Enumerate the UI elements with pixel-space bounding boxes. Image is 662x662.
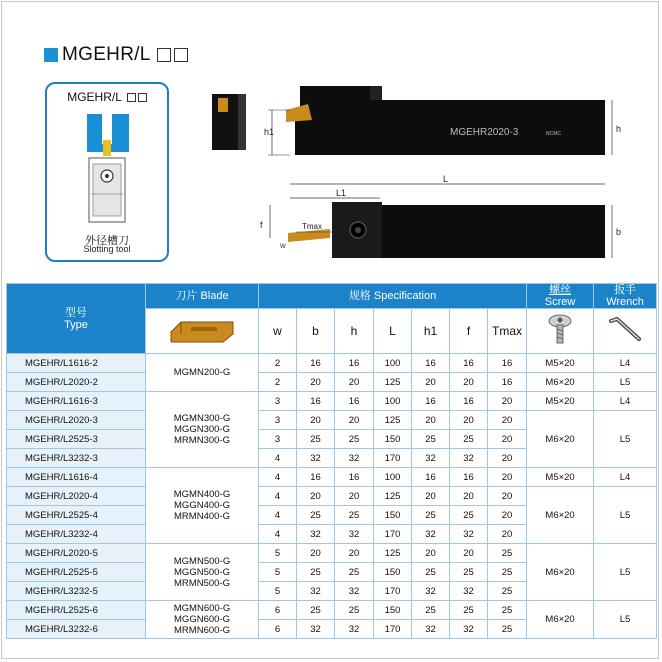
h1-cell: 20 bbox=[412, 544, 450, 563]
b-cell: 16 bbox=[297, 392, 335, 411]
h1-cell: 16 bbox=[412, 468, 450, 487]
dim-W: W bbox=[280, 244, 286, 250]
f-cell: 25 bbox=[450, 506, 488, 525]
blade-cell bbox=[146, 354, 259, 392]
h1-cell: 32 bbox=[412, 620, 450, 639]
w-cell: 4 bbox=[259, 468, 297, 487]
tmax-cell: 20 bbox=[488, 449, 527, 468]
blade-insert-icon bbox=[167, 316, 237, 344]
h1-cell: 25 bbox=[412, 430, 450, 449]
w-cell: 2 bbox=[259, 354, 297, 373]
screw-cell: M6×20 bbox=[527, 487, 594, 544]
header-row bbox=[7, 284, 657, 309]
b-cell: 25 bbox=[297, 563, 335, 582]
dim-L: L bbox=[443, 174, 449, 184]
h-cell: 25 bbox=[335, 563, 374, 582]
inset-caption-en: Slotting tool bbox=[83, 244, 131, 254]
table-row bbox=[7, 468, 657, 487]
L-cell: 150 bbox=[374, 506, 412, 525]
h-cell: 32 bbox=[335, 620, 374, 639]
h-cell: 25 bbox=[335, 601, 374, 620]
f-cell: 20 bbox=[450, 544, 488, 563]
w-cell: 4 bbox=[259, 506, 297, 525]
blade-name: MGMN600-G bbox=[173, 603, 231, 614]
type-cell: MGEHR/L2525-4 bbox=[7, 506, 146, 525]
wrench-cell: L5 bbox=[594, 487, 657, 544]
b-cell: 20 bbox=[297, 373, 335, 392]
wrench-icon bbox=[607, 315, 643, 345]
tmax-cell: 20 bbox=[488, 468, 527, 487]
header-wrench-cn: 扳手 bbox=[614, 284, 637, 296]
blade-name: MGGN500-G bbox=[174, 566, 230, 578]
spec-col-h1: h1 bbox=[412, 309, 450, 354]
blade-cell bbox=[146, 468, 259, 544]
header-type-en: Type bbox=[64, 318, 88, 331]
type-cell: MGEHR/L3232-3 bbox=[7, 449, 146, 468]
tmax-cell: 25 bbox=[488, 620, 527, 639]
f-cell: 20 bbox=[450, 373, 488, 392]
specification-table bbox=[6, 283, 657, 639]
spec-col-L: L bbox=[374, 309, 412, 354]
screw-cell: M6×20 bbox=[527, 411, 594, 468]
h-cell: 32 bbox=[335, 582, 374, 601]
f-cell: 16 bbox=[450, 392, 488, 411]
w-cell: 4 bbox=[259, 449, 297, 468]
blade-cell bbox=[146, 544, 259, 601]
type-cell: MGEHR/L3232-6 bbox=[7, 620, 146, 639]
h-cell: 16 bbox=[335, 468, 374, 487]
f-cell: 32 bbox=[450, 582, 488, 601]
dim-L1: L1 bbox=[336, 188, 347, 198]
blade-name: MGGN600-G bbox=[174, 614, 230, 625]
b-cell: 20 bbox=[297, 411, 335, 430]
wrench-cell: L5 bbox=[594, 411, 657, 468]
h-cell: 20 bbox=[335, 411, 374, 430]
spec-col-h: h bbox=[335, 309, 374, 354]
h-cell: 20 bbox=[335, 487, 374, 506]
screw-cell: M5×20 bbox=[527, 354, 594, 373]
h1-cell: 20 bbox=[412, 487, 450, 506]
f-cell: 25 bbox=[450, 601, 488, 620]
table-row bbox=[7, 411, 657, 430]
inset-model-text: MGEHR/L bbox=[67, 90, 122, 104]
L-cell: 125 bbox=[374, 544, 412, 563]
spec-col-f: f bbox=[450, 309, 488, 354]
spec-col-b: b bbox=[297, 309, 335, 354]
b-cell: 32 bbox=[297, 582, 335, 601]
type-cell: MGEHR/L2020-2 bbox=[7, 373, 146, 392]
blade-name: MGMN300-G bbox=[173, 413, 231, 424]
placeholder-box-icon bbox=[174, 48, 188, 62]
screw-cell: M6×20 bbox=[527, 373, 594, 392]
b-cell: 20 bbox=[297, 487, 335, 506]
h-cell: 16 bbox=[335, 392, 374, 411]
placeholder-box-icon bbox=[157, 48, 171, 62]
h1-cell: 20 bbox=[412, 373, 450, 392]
header-wrench bbox=[594, 284, 657, 309]
table-row bbox=[7, 544, 657, 563]
table-row bbox=[7, 392, 657, 411]
f-cell: 25 bbox=[450, 430, 488, 449]
h1-cell: 32 bbox=[412, 582, 450, 601]
blade-name: MGMN500-G bbox=[173, 555, 231, 567]
screw-cell: M6×20 bbox=[527, 544, 594, 601]
L-cell: 150 bbox=[374, 430, 412, 449]
b-cell: 20 bbox=[297, 544, 335, 563]
dim-f: f bbox=[260, 220, 263, 230]
b-cell: 25 bbox=[297, 430, 335, 449]
title-model: MGEHR/L bbox=[62, 44, 151, 65]
L-cell: 100 bbox=[374, 392, 412, 411]
blade-name: MRMN400-G bbox=[174, 511, 230, 522]
blade-name: MRMN500-G bbox=[174, 577, 230, 589]
screw-cell: M5×20 bbox=[527, 468, 594, 487]
tool-small-marking: NCMC bbox=[546, 131, 561, 137]
L-cell: 150 bbox=[374, 601, 412, 620]
type-cell: MGEHR/L2020-4 bbox=[7, 487, 146, 506]
table-row bbox=[7, 354, 657, 373]
type-cell: MGEHR/L2525-6 bbox=[7, 601, 146, 620]
tool-technical-drawing bbox=[200, 80, 630, 275]
dim-h1: h1 bbox=[264, 127, 275, 137]
plan-view bbox=[260, 174, 621, 258]
h-cell: 16 bbox=[335, 354, 374, 373]
wrench-cell: L4 bbox=[594, 392, 657, 411]
tmax-cell: 20 bbox=[488, 430, 527, 449]
blade-cell bbox=[146, 601, 259, 639]
h-cell: 25 bbox=[335, 430, 374, 449]
inset-caption-cn: 外径槽刀 bbox=[85, 235, 129, 247]
h1-cell: 25 bbox=[412, 601, 450, 620]
b-cell: 32 bbox=[297, 620, 335, 639]
page-title bbox=[44, 44, 188, 66]
L-cell: 170 bbox=[374, 620, 412, 639]
wrench-cell: L5 bbox=[594, 601, 657, 639]
f-cell: 20 bbox=[450, 487, 488, 506]
h1-cell: 16 bbox=[412, 392, 450, 411]
h1-cell: 25 bbox=[412, 506, 450, 525]
main-body-view bbox=[264, 86, 621, 155]
slotting-tool-illustration bbox=[87, 114, 129, 230]
table-row bbox=[7, 601, 657, 620]
L-cell: 170 bbox=[374, 449, 412, 468]
h-cell: 20 bbox=[335, 373, 374, 392]
b-cell: 32 bbox=[297, 449, 335, 468]
tool-marking: MGEHR2020-3 bbox=[450, 127, 519, 138]
title-square-icon bbox=[44, 48, 58, 62]
w-cell: 2 bbox=[259, 373, 297, 392]
h1-cell: 16 bbox=[412, 354, 450, 373]
wrench-cell: L5 bbox=[594, 544, 657, 601]
w-cell: 5 bbox=[259, 582, 297, 601]
f-cell: 25 bbox=[450, 563, 488, 582]
wrench-image-cell bbox=[594, 309, 657, 354]
screw-cell: M5×20 bbox=[527, 392, 594, 411]
b-cell: 32 bbox=[297, 525, 335, 544]
wrench-cell: L4 bbox=[594, 468, 657, 487]
w-cell: 6 bbox=[259, 620, 297, 639]
w-cell: 5 bbox=[259, 563, 297, 582]
type-cell: MGEHR/L3232-4 bbox=[7, 525, 146, 544]
w-cell: 5 bbox=[259, 544, 297, 563]
h-cell: 20 bbox=[335, 544, 374, 563]
w-cell: 6 bbox=[259, 601, 297, 620]
h-cell: 32 bbox=[335, 449, 374, 468]
screw-cell: M6×20 bbox=[527, 601, 594, 639]
blade-name: MGMN200-G bbox=[173, 367, 231, 378]
blade-name: MGGN300-G bbox=[174, 424, 230, 435]
blade-cell bbox=[146, 392, 259, 468]
b-cell: 25 bbox=[297, 601, 335, 620]
header-type-cn: 型号 bbox=[65, 306, 87, 319]
header-screw-cn: 螺丝 bbox=[549, 284, 572, 296]
tmax-cell: 20 bbox=[488, 487, 527, 506]
w-cell: 4 bbox=[259, 487, 297, 506]
tmax-cell: 20 bbox=[488, 506, 527, 525]
type-cell: MGEHR/L1616-4 bbox=[7, 468, 146, 487]
tmax-cell: 25 bbox=[488, 582, 527, 601]
screw-image-cell bbox=[527, 309, 594, 354]
header-blade: 刀片 Blade bbox=[146, 284, 259, 309]
tmax-cell: 16 bbox=[488, 354, 527, 373]
wrench-cell: L4 bbox=[594, 354, 657, 373]
tmax-cell: 25 bbox=[488, 601, 527, 620]
header-type bbox=[7, 284, 146, 354]
L-cell: 150 bbox=[374, 563, 412, 582]
header-wrench-en: Wrench bbox=[606, 296, 644, 308]
L-cell: 125 bbox=[374, 373, 412, 392]
table-row bbox=[7, 487, 657, 506]
type-cell: MGEHR/L1616-2 bbox=[7, 354, 146, 373]
tmax-cell: 25 bbox=[488, 563, 527, 582]
L-cell: 100 bbox=[374, 354, 412, 373]
tool-inset-panel bbox=[45, 82, 169, 262]
type-cell: MGEHR/L2020-3 bbox=[7, 411, 146, 430]
h1-cell: 20 bbox=[412, 411, 450, 430]
spec-col-w: w bbox=[259, 309, 297, 354]
tmax-cell: 16 bbox=[488, 373, 527, 392]
tmax-cell: 25 bbox=[488, 544, 527, 563]
h1-cell: 25 bbox=[412, 563, 450, 582]
b-cell: 16 bbox=[297, 354, 335, 373]
header-spec: 规格 Specification bbox=[259, 284, 527, 309]
tmax-cell: 20 bbox=[488, 525, 527, 544]
header-screw-en: Screw bbox=[544, 296, 576, 308]
blade-name: MGGN400-G bbox=[174, 500, 230, 511]
dim-b: b bbox=[616, 227, 622, 237]
type-cell: MGEHR/L2020-5 bbox=[7, 544, 146, 563]
tmax-cell: 20 bbox=[488, 392, 527, 411]
placeholder-box-icon bbox=[127, 93, 136, 102]
w-cell: 3 bbox=[259, 392, 297, 411]
f-cell: 32 bbox=[450, 449, 488, 468]
table-row bbox=[7, 373, 657, 392]
type-cell: MGEHR/L2525-3 bbox=[7, 430, 146, 449]
f-cell: 20 bbox=[450, 411, 488, 430]
L-cell: 170 bbox=[374, 582, 412, 601]
L-cell: 125 bbox=[374, 411, 412, 430]
dim-h: h bbox=[616, 124, 622, 134]
tmax-cell: 20 bbox=[488, 411, 527, 430]
w-cell: 4 bbox=[259, 525, 297, 544]
L-cell: 125 bbox=[374, 487, 412, 506]
L-cell: 100 bbox=[374, 468, 412, 487]
blade-image-cell bbox=[146, 309, 259, 354]
blade-name: MRMN600-G bbox=[174, 625, 230, 636]
blade-name: MRMN300-G bbox=[174, 435, 230, 446]
spec-col-Tmax: Tmax bbox=[488, 309, 527, 354]
h1-cell: 32 bbox=[412, 525, 450, 544]
blade-name: MGMN400-G bbox=[173, 489, 231, 500]
wrench-cell: L5 bbox=[594, 373, 657, 392]
h-cell: 32 bbox=[335, 525, 374, 544]
h1-cell: 32 bbox=[412, 449, 450, 468]
type-cell: MGEHR/L1616-3 bbox=[7, 392, 146, 411]
f-cell: 32 bbox=[450, 620, 488, 639]
type-cell: MGEHR/L2525-5 bbox=[7, 563, 146, 582]
h-cell: 25 bbox=[335, 506, 374, 525]
f-cell: 16 bbox=[450, 354, 488, 373]
end-view bbox=[212, 94, 246, 150]
dim-Tmax: Tmax bbox=[302, 222, 322, 231]
inset-model-label bbox=[47, 90, 167, 104]
f-cell: 32 bbox=[450, 525, 488, 544]
header-screw bbox=[527, 284, 594, 309]
f-cell: 16 bbox=[450, 468, 488, 487]
placeholder-box-icon bbox=[138, 93, 147, 102]
b-cell: 25 bbox=[297, 506, 335, 525]
b-cell: 16 bbox=[297, 468, 335, 487]
w-cell: 3 bbox=[259, 411, 297, 430]
L-cell: 170 bbox=[374, 525, 412, 544]
screw-icon bbox=[545, 313, 575, 347]
w-cell: 3 bbox=[259, 430, 297, 449]
type-cell: MGEHR/L3232-5 bbox=[7, 582, 146, 601]
